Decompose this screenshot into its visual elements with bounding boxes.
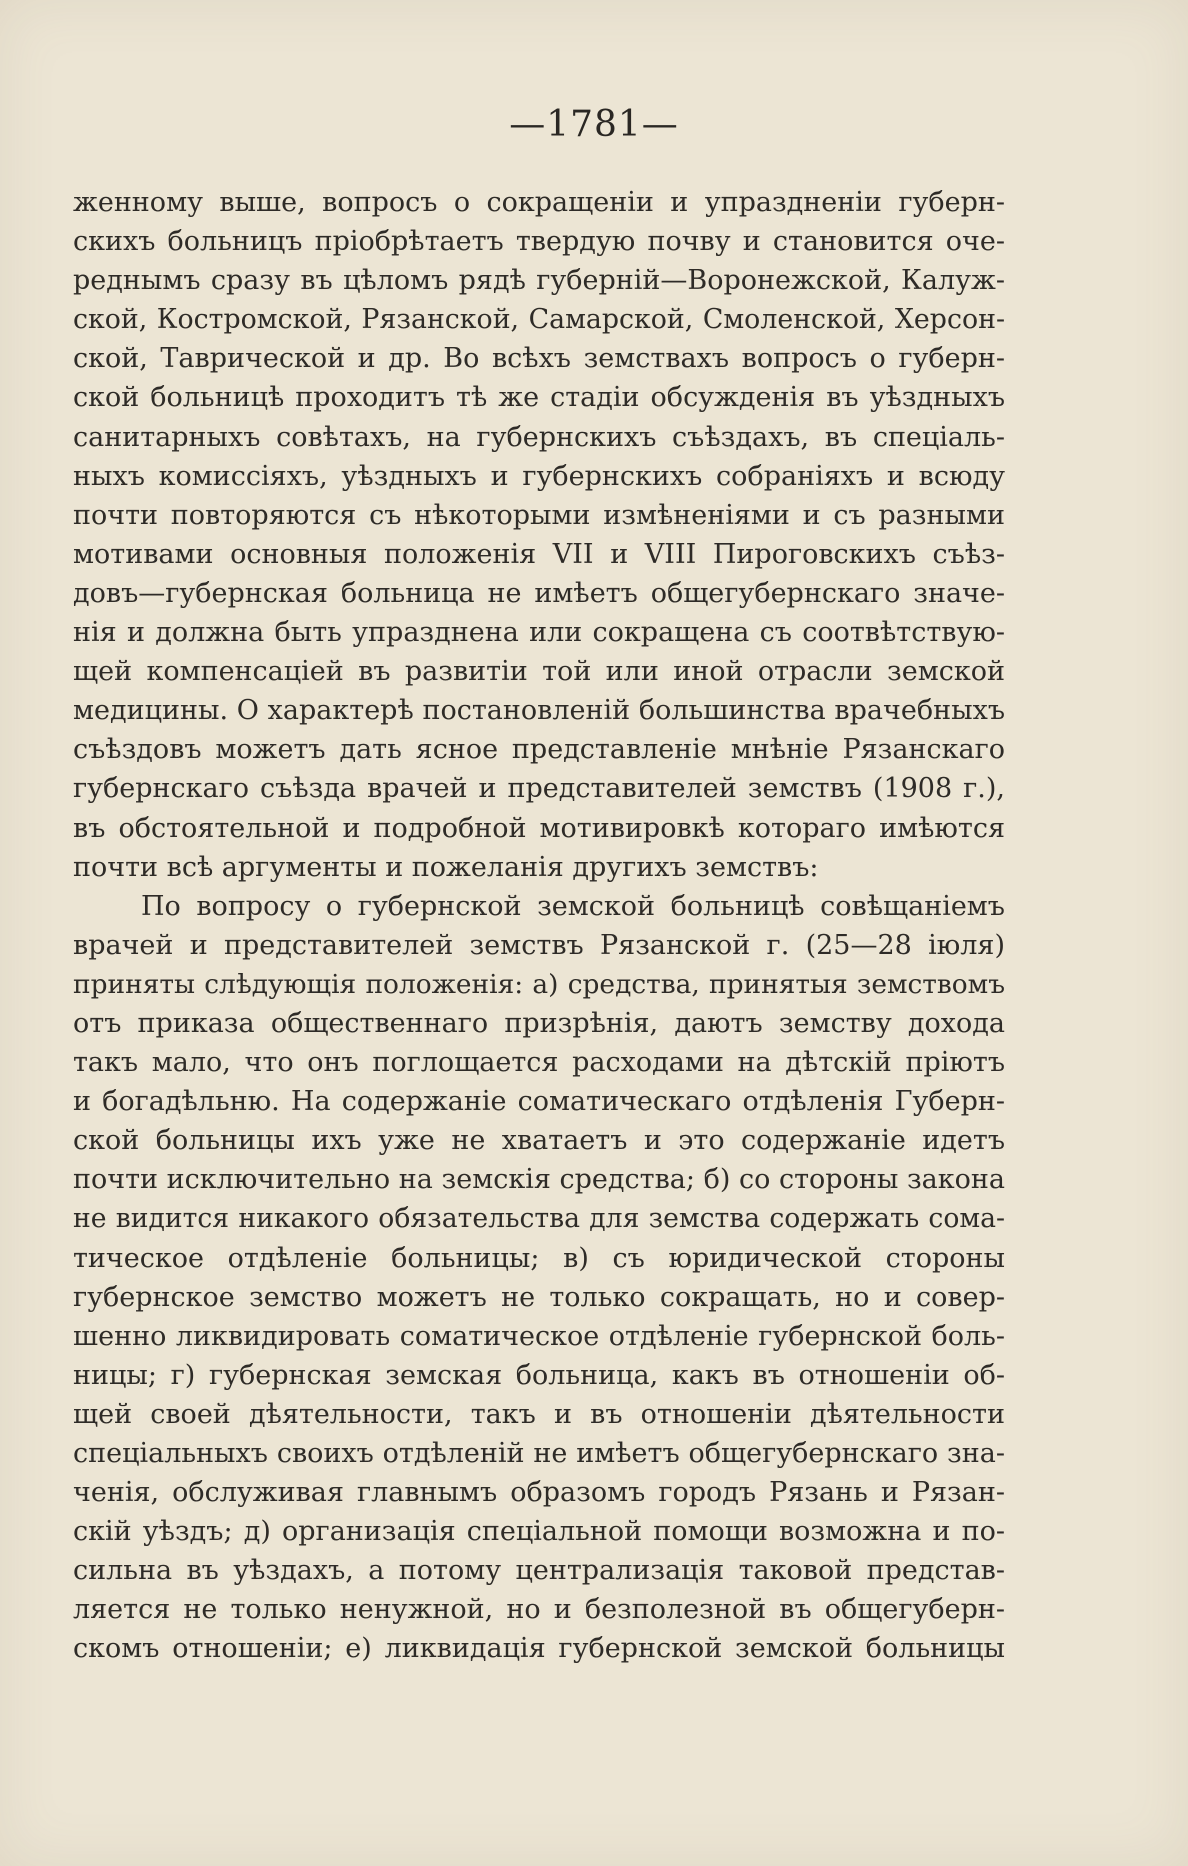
paragraph-end-line: почти всѣ аргументы и пожеланія другихъ земствъ:	[73, 851, 819, 883]
text-line: скихъ больницъ пріобрѣтаетъ твердую почву и становится оче-	[73, 226, 1005, 258]
text-line: съѣздовъ можетъ дать ясное представленіе мнѣніе Рязанскаго	[73, 734, 1005, 766]
text-line: почти исключительно на земскія средства; б) со стороны закона	[73, 1164, 1005, 1196]
text-line: такъ мало, что онъ поглощается расходами на дѣтскій пріютъ	[73, 1047, 1005, 1079]
text-line: и богадѣльню. На содержаніе соматическаго отдѣленія Губерн-	[73, 1086, 1005, 1118]
text-line: губернское земство можетъ не только сокращать, но и совер-	[73, 1281, 1005, 1313]
text-line: почти повторяются съ нѣкоторыми измѣненіями и съ разными	[73, 499, 1005, 531]
text-line: щей своей дѣятельности, такъ и въ отношеніи дѣятельности	[73, 1398, 1005, 1430]
text-line: приняты слѣдующія положенія: а) средства, принятыя земствомъ	[73, 968, 1005, 1000]
text-line: не видится никакого обязательства для земства содержать сома-	[73, 1203, 1005, 1235]
text-line: ныхъ комиссіяхъ, уѣздныхъ и губернскихъ собраніяхъ и всюду	[73, 460, 1005, 492]
text-line: скій уѣздъ; д) организація спеціальной помощи возможна и по-	[73, 1516, 1005, 1548]
text-line: врачей и представителей земствъ Рязанской г. (25—28 іюля)	[73, 929, 1005, 961]
text-line: ской больницѣ проходитъ тѣ же стадіи обсужденія въ уѣздныхъ	[73, 382, 1005, 414]
paragraph-start-line: По вопросу о губернской земской больницѣ совѣщаніемъ	[141, 890, 1005, 922]
text-line: ской, Таврической и др. Во всѣхъ земствахъ вопросъ о губерн-	[73, 343, 1005, 375]
text-line: губернскаго съѣзда врачей и представителей земствъ (1908 г.),	[73, 773, 1005, 805]
text-line: довъ—губернская больница не имѣетъ общегубернскаго значе-	[73, 577, 1005, 609]
text-line: женному выше, вопросъ о сокращеніи и упраздненіи губерн-	[73, 187, 1005, 218]
text-line: нія и должна быть упразднена или сокращена съ соотвѣтствую-	[73, 617, 1005, 649]
text-line: тическое отдѣленіе больницы; в) съ юридической стороны	[73, 1242, 1005, 1274]
text-line: скомъ отношеніи; е) ликвидація губернской земской больницы	[73, 1633, 1005, 1665]
text-line: ляется не только ненужной, но и безполезной въ общегуберн-	[73, 1594, 1005, 1626]
text-line: ченія, обслуживая главнымъ образомъ городъ Рязань и Рязан-	[73, 1477, 1005, 1509]
text-line: ницы; г) губернская земская больница, какъ въ отношеніи об-	[73, 1359, 1005, 1391]
text-line: шенно ликвидировать соматическое отдѣленіе губернской боль-	[73, 1320, 1005, 1352]
text-line: ской, Костромской, Рязанской, Самарской, Смоленской, Херсон-	[73, 304, 1005, 336]
body-text	[73, 183, 1005, 1669]
text-line: санитарныхъ совѣтахъ, на губернскихъ съѣздахъ, въ спеціаль-	[73, 421, 1005, 453]
text-line: щей компенсаціей въ развитіи той или иной отрасли земской	[73, 656, 1005, 688]
text-line: медицины. О характерѣ постановленій большинства врачебныхъ	[73, 695, 1005, 727]
text-line: ской больницы ихъ уже не хватаетъ и это содержаніе идетъ	[73, 1125, 1005, 1157]
text-line: отъ приказа общественнаго призрѣнія, даютъ земству дохода	[73, 1007, 1005, 1039]
text-line: сильна въ уѣздахъ, а потому централизація таковой представ-	[73, 1555, 1005, 1587]
page-number: —1781—	[509, 104, 679, 145]
text-line: мотивами основныя положенія VII и VIII Пироговскихъ съѣз-	[73, 538, 1005, 570]
text-line: въ обстоятельной и подробной мотивировкѣ котораго имѣются	[73, 812, 1005, 844]
text-line: спеціальныхъ своихъ отдѣленій не имѣетъ общегубернскаго зна-	[73, 1438, 1005, 1469]
text-line: реднымъ сразу въ цѣломъ рядѣ губерній—Воронежской, Калуж-	[73, 265, 1005, 297]
